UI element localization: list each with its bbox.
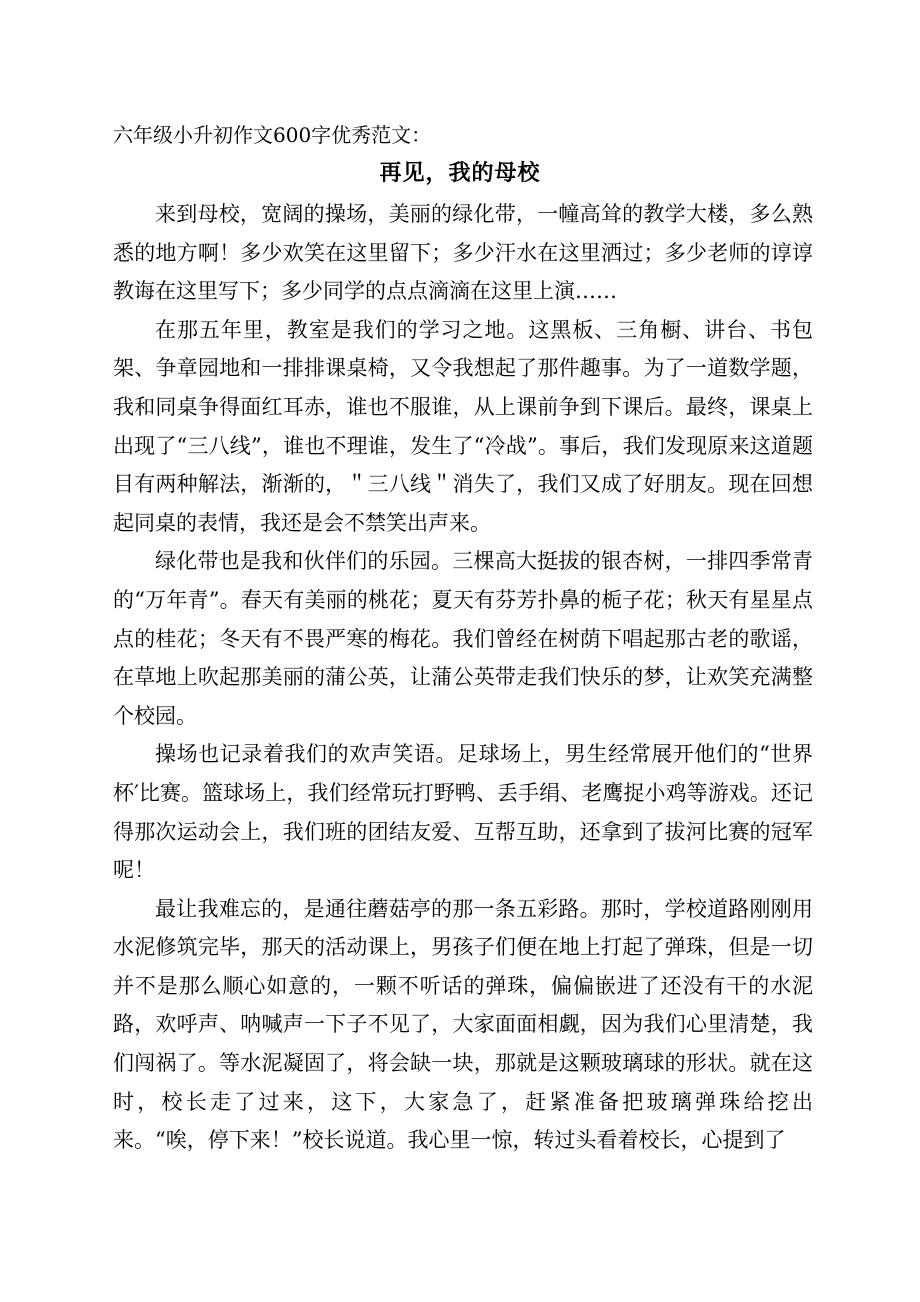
essay-body <box>113 195 813 1160</box>
paragraph-1: 来到母校，宽阔的操场，美丽的绿化带，一幢高耸的教学大楼，多么熟悉的地方啊！多少欢笑在这里留下；多少汗水在这里洒过；多少老师的谆谆教诲在这里写下；多少同学的点点滴滴在这里上演…… <box>113 202 813 304</box>
paragraph-2: 在那五年里，教室是我们的学习之地。这黑板、三角橱、讲台、书包架、争章园地和一排排课桌椅，又令我想起了那件趣事。为了一道数学题，我和同桌争得面红耳赤，谁也不服谁，从上课前争到下课后。最终，课桌上出现了“三八线”，谁也不理谁，发生了“冷战”。事后，我们发现原来这道题目有两种解法，渐渐的，＂三八线＂消失了，我们又成了好朋友。现在回想起同桌的表情，我还是会不禁笑出声来。 <box>113 317 813 535</box>
paragraph-3: 绿化带也是我和伙伴们的乐园。三棵高大挺拔的银杏树，一排四季常青的“万年青”。春天有美丽的桃花；夏天有芬芳扑鼻的栀子花；秋天有星星点点的桂花；冬天有不畏严寒的梅花。我们曾经在树荫下唱起那古老的歌谣，在草地上吹起那美丽的蒲公英，让蒲公英带走我们快乐的梦，让欢笑充满整个校园。 <box>113 549 813 728</box>
document-heading-line: 六年级小升初作文600字优秀范文： <box>113 123 432 147</box>
essay-title: 再见，我的母校 <box>379 160 541 186</box>
paragraph-4: 操场也记录着我们的欢声笑语。足球场上，男生经常展开他们的“世界杯′比赛。篮球场上，我们经常玩打野鸭、丢手绢、老鹰捉小鸡等游戏。还记得那次运动会上，我们班的团结友爱、互帮互助，还拿到了拔河比赛的冠军呢！ <box>113 742 813 883</box>
paragraph-5: 最让我难忘的，是通往蘑菇亭的那一条五彩路。那时，学校道路刚刚用水泥修筑完毕，那天的活动课上，男孩子们便在地上打起了弹珠，但是一切并不是那么顺心如意的，一颗不听话的弹珠，偏偏嵌进了还没有干的水泥路，欢呼声、呐喊声一下子不见了，大家面面相觑，因为我们心里清楚，我们闯祸了。等水泥凝固了，将会缺一块，那就是这颗玻璃球的形状。就在这时，校长走了过来，这下，大家急了，赶紧准备把玻璃弹珠给挖出来。“唉，停下来！”校长说道。我心里一惊，转过头看着校长，心提到了 <box>113 896 813 1153</box>
